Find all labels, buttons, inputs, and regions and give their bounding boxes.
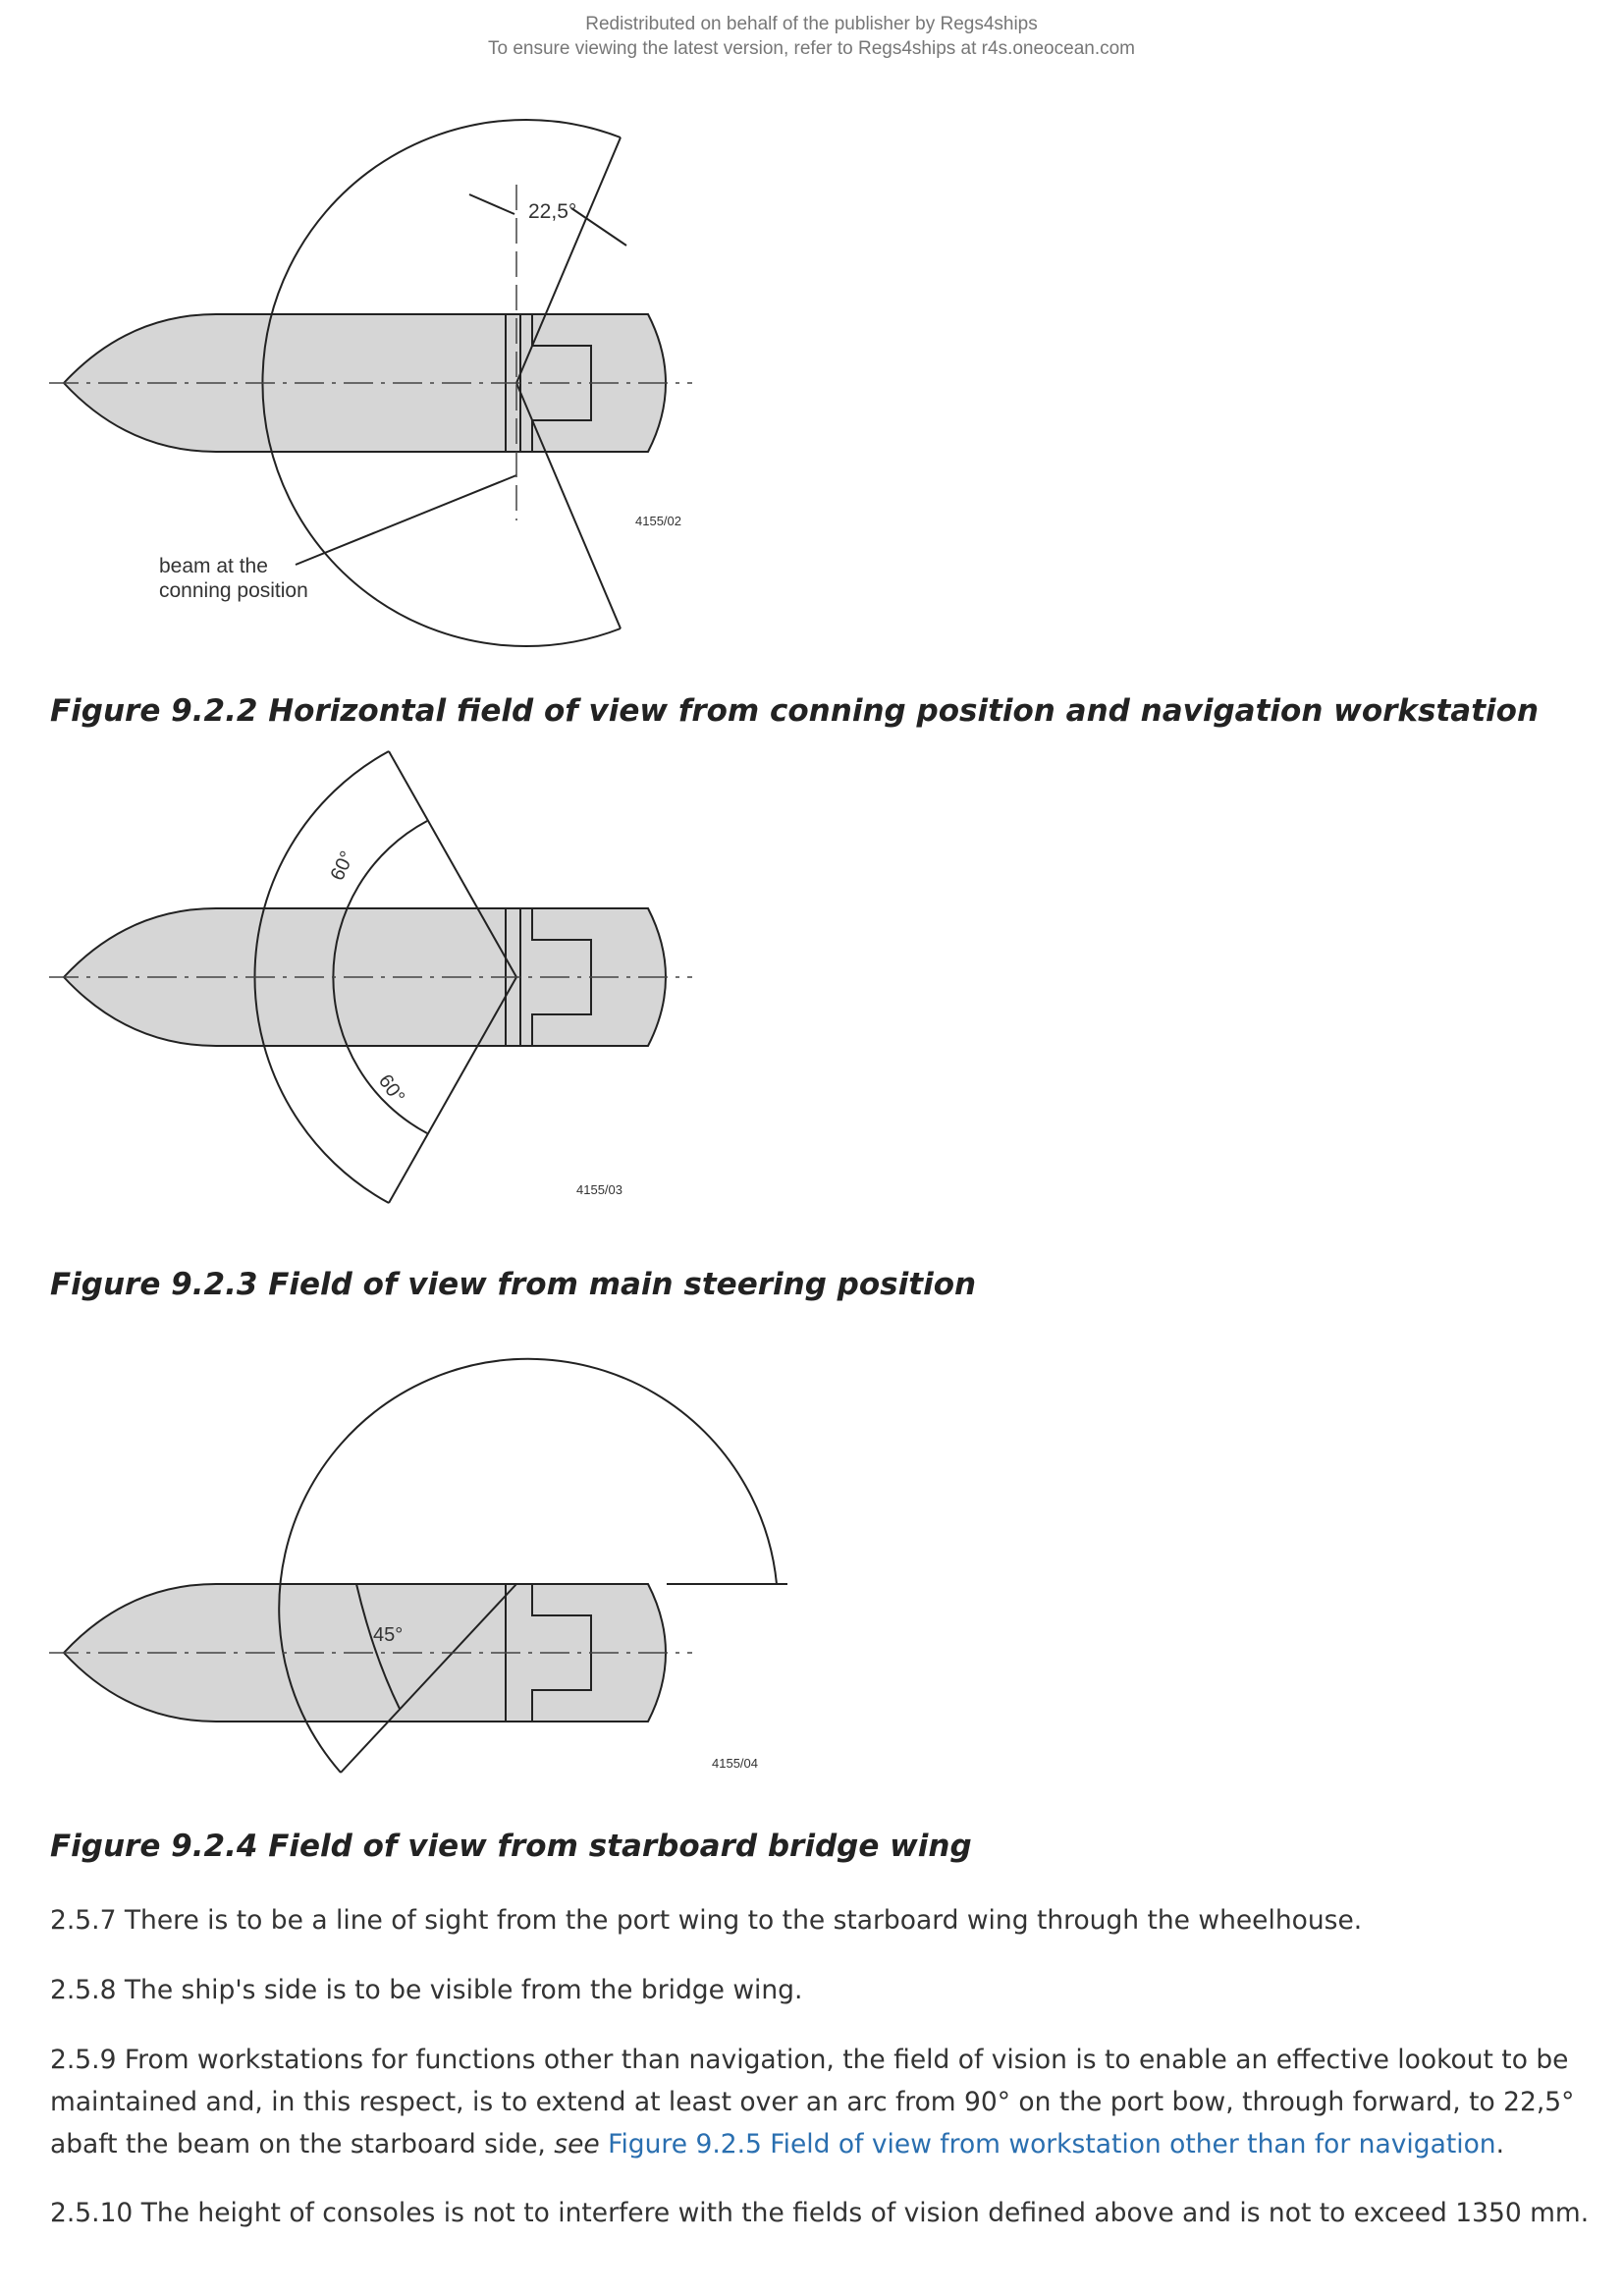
redistribution-header bbox=[0, 12, 1623, 61]
figure-9-2-2-caption: Figure 9.2.2 Horizontal field of view from conning position and navigation workstation bbox=[50, 693, 1540, 729]
figure-9-2-5-link[interactable]: Figure 9.2.5 Field of view from workstation other than for navigation bbox=[608, 2129, 1496, 2159]
paragraph-2-5-8: 2.5.8 The ship's side is to be visible from the bridge wing. bbox=[50, 1975, 803, 2005]
paragraph-2-5-9-end: . bbox=[1495, 2129, 1505, 2159]
paragraph-2-5-9-text: 2.5.9 From workstations for functions other than navigation, the field of vision is to enable an effective lookout to be maintained and, in this respect, is to extend at least over an arc from 90° on the port bow, through forward, to 22,5° abaft the beam on the starboard side, bbox=[50, 2045, 1575, 2159]
angle-label: 45° bbox=[373, 1624, 404, 1646]
paragraph-2-5-9 bbox=[50, 2039, 1592, 2165]
figure-9-2-4-diagram bbox=[39, 1321, 758, 1792]
header-line-1: Redistributed on behalf of the publisher by Regs4ships bbox=[585, 14, 1038, 34]
figure-9-2-2-diagram bbox=[39, 118, 727, 653]
figure-9-2-3-caption: Figure 9.2.3 Field of view from main steering position bbox=[50, 1267, 977, 1302]
figure-9-2-3-diagram bbox=[39, 746, 727, 1218]
paragraph-2-5-7: 2.5.7 There is to be a line of sight from the port wing to the starboard wing through the wheelhouse. bbox=[50, 1905, 1363, 1936]
paragraph-2-5-10: 2.5.10 The height of consoles is not to interfere with the fields of vision defined above and is not to exceed 1350 mm. bbox=[50, 2198, 1590, 2228]
figure-ref: 4155/03 bbox=[576, 1182, 622, 1197]
angle-label: 22,5° bbox=[528, 200, 577, 223]
figure-ref: 4155/02 bbox=[635, 514, 681, 528]
beam-pointer bbox=[296, 475, 516, 565]
angle-label-top: 60° bbox=[326, 847, 359, 885]
beam-label-line-1: beam at the bbox=[159, 555, 268, 577]
figure-ref: 4155/04 bbox=[712, 1756, 758, 1771]
see-word: see bbox=[554, 2129, 600, 2159]
angle-label-bottom: 60° bbox=[373, 1070, 409, 1108]
beam-label-line-2: conning position bbox=[159, 579, 308, 602]
figure-9-2-4-caption: Figure 9.2.4 Field of view from starboard bridge wing bbox=[50, 1829, 972, 1864]
header-line-2: To ensure viewing the latest version, refer to Regs4ships at r4s.oneocean.com bbox=[487, 38, 1136, 59]
